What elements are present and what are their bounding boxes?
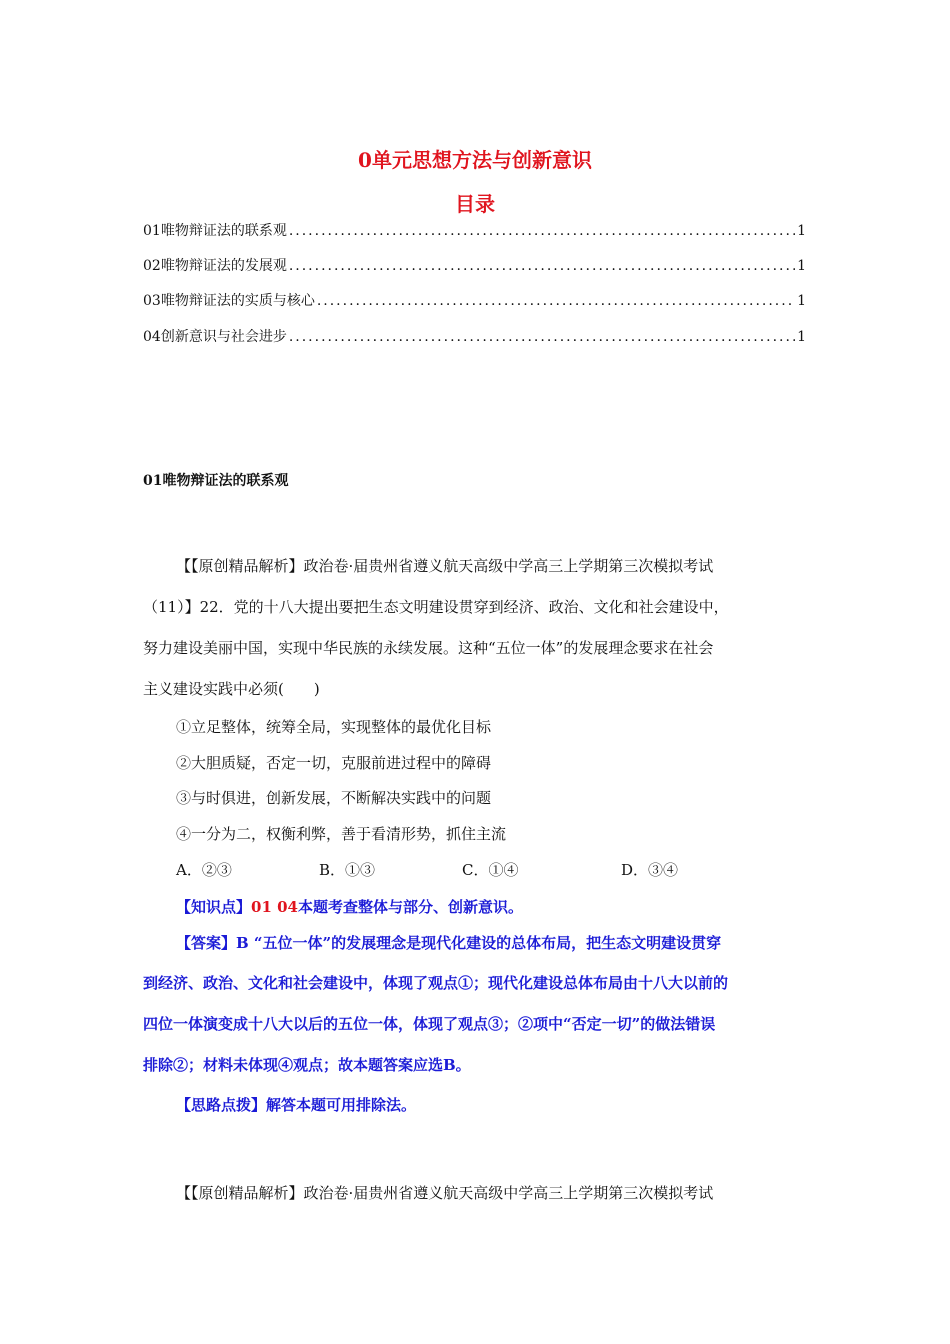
answer-line: 四位一体演变成十八大以后的五位一体，体现了观点③；②项中“否定一切”的做法错误	[143, 1015, 716, 1033]
knowledge-codes: 01 04	[251, 898, 298, 916]
answer-line: 到经济、政治、文化和社会建设中，体现了观点①；现代化建设总体布局由十八大以前的	[143, 974, 729, 992]
statement-item: ④一分为二，权衡利弊，善于看清形势，抓住主流	[176, 825, 507, 843]
toc-leader-dots	[289, 329, 795, 345]
toc-entry-label: 03唯物辩证法的实质与核心	[143, 293, 315, 309]
question-text-line: （11）】22．党的十八大提出要把生态文明建设贯穿到经济、政治、文化和社会建设中，	[143, 598, 729, 616]
knowledge-text: 本题考查整体与部分、创新意识。	[298, 898, 524, 916]
section-heading: 01唯物辩证法的联系观	[143, 473, 289, 489]
toc-entry[interactable]	[143, 220, 806, 244]
question-text-line: 【【原创精品解析】政治卷·届贵州省遵义航天高级中学高三上学期第三次模拟考试	[176, 1184, 714, 1202]
toc-entry[interactable]	[143, 255, 806, 279]
statement-item: ①立足整体，统筹全局，实现整体的最优化目标	[176, 718, 492, 736]
document-title: 0单元思想方法与创新意识	[358, 148, 592, 172]
toc-entry-label: 02唯物辩证法的发展观	[143, 258, 287, 274]
toc-entry-label: 01唯物辩证法的联系观	[143, 223, 287, 239]
answer-line: 【答案】B “五位一体”的发展理念是现代化建设的总体布局，把生态文明建设贯穿	[176, 934, 722, 952]
knowledge-tag: 【知识点】	[176, 898, 252, 916]
toc-leader-dots	[289, 223, 795, 239]
option-a[interactable]: A．②③	[176, 861, 232, 879]
option-d[interactable]: D．③④	[621, 861, 679, 879]
option-b[interactable]: B．①③	[319, 861, 376, 879]
knowledge-point	[176, 896, 808, 917]
toc-entry-page: 1	[797, 258, 806, 274]
toc-title: 目录	[455, 192, 495, 216]
answer-line: 排除②；材料未体现④观点；故本题答案应选B。	[143, 1056, 471, 1074]
toc-entry-label: 04创新意识与社会进步	[143, 329, 287, 345]
option-c[interactable]: C．①④	[462, 861, 519, 879]
toc-entry-page: 1	[797, 223, 806, 239]
toc-entry-page: 1	[797, 329, 806, 345]
toc-entry[interactable]	[143, 326, 806, 350]
question-text-line: 【【原创精品解析】政治卷·届贵州省遵义航天高级中学高三上学期第三次模拟考试	[176, 557, 714, 575]
toc-entry[interactable]	[143, 290, 806, 314]
question-text-line: 努力建设美丽中国，实现中华民族的永续发展。这种“五位一体”的发展理念要求在社会	[143, 639, 714, 657]
toc-leader-dots	[289, 258, 795, 274]
toc-entry-page: 1	[797, 293, 806, 309]
toc-leader-dots	[317, 293, 795, 309]
solution-hint: 【思路点拨】解答本题可用排除法。	[176, 1096, 417, 1114]
statement-item: ②大胆质疑，否定一切，克服前进过程中的障碍	[176, 754, 492, 772]
question-text-line: 主义建设实践中必须( )	[143, 680, 320, 698]
statement-item: ③与时俱进，创新发展，不断解决实践中的问题	[176, 789, 492, 807]
